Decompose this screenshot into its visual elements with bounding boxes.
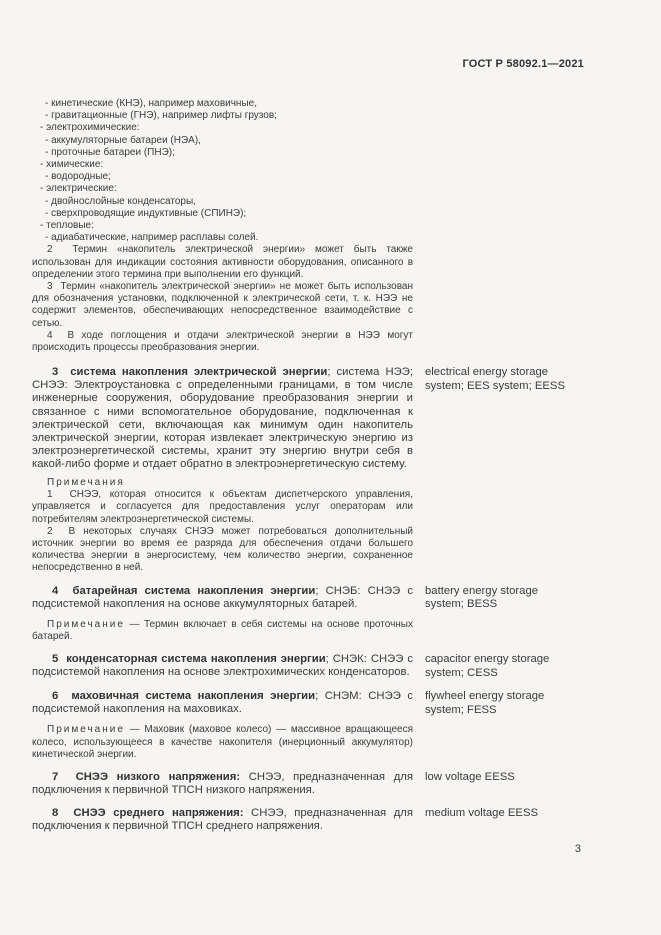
term-number: 7 [52,771,76,784]
list-item: - водородные; [45,171,111,183]
term-definition [32,653,413,679]
term-body: ; СНЭБ: СНЭЭ с подсистемой накопления на основе аккумуляторных батарей. [32,584,414,610]
term-entry [32,585,584,644]
intro-block [32,98,413,354]
term-english-equivalent: battery energy storage system; BESS [425,584,539,611]
term-number: 5 [52,653,67,666]
list-item: - адиабатические, например расплавы солей. [45,232,259,244]
term-title: система накопления электрической энергии [70,366,328,379]
term-body: ; СНЭК: СНЭЭ с подсистемой накопления на основе электрохимических конденсаторов. [32,653,413,679]
term-definition-column [32,653,413,679]
term-number: 4 [52,584,73,597]
term-english-equivalent: capacitor energy storage system; CESS [425,653,550,679]
intro-notes [32,244,413,354]
term-english-equivalent: flywheel energy storage system; FESS [425,690,545,716]
note-label-inline: Примечание [47,724,125,736]
list-item: - гравитационные (ГНЭ), например лифты грузов; [45,110,277,122]
term-title: батарейная система накопления энергии [72,584,316,597]
term-definition-column [32,366,413,574]
term-body: СНЭЭ, предназначенная для подключения к первичной ТПСН низкого напряжения. [32,771,414,797]
list-item: - электрохимические: [40,122,140,134]
document-code-header: ГОСТ Р 58092.1—2021 [462,58,584,70]
term-definition [32,690,413,716]
term-note: Примечание — Термин включает в себя системы на основе проточных батарей. [32,618,413,643]
note-label-inline: Примечание [47,618,125,630]
term-definition [32,585,413,611]
list-item: - электрические: [40,183,117,195]
term-number: 8 [52,807,74,820]
term-note: 1 СНЭЭ, которая относится к объектам диспетчерского управления, управляется и согласуется для предоставления услуг операторам или потребителям электроэнергетической системы. [32,489,413,525]
term-title: СНЭЭ среднего напряжения: [73,807,244,820]
term-note: 2 В некоторых случаях СНЭЭ может потребоваться дополнительный источник энергии во время ее разряда для обеспечения отдачи большего количества энергии в энергосистему, чем количество энергии, сохраненное непосредственно в ней. [32,525,413,574]
list-item: - аккумуляторные батареи (НЭА), [45,134,201,146]
term-title: маховичная система накопления энергии [71,690,316,703]
list-item: - кинетические (КНЭ), например маховичные, [45,98,257,109]
list-item: - тепловые: [40,220,94,232]
note-paragraph: 4 В ходе поглощения и отдачи электрической энергии в НЭЭ могут происходить процессы преобразования энергии. [32,329,413,354]
term-title: конденсаторная система накопления энергии [66,653,326,666]
term-notes-label: Примечания [47,477,125,489]
page-number: 3 [574,843,581,855]
term-body: ; система НЭЭ; СНЭЭ: Электроустановка с определенными границами, в том числе инженерные сооружения, оборудование преобразования энергии и связанное с ними вспомогательное оборудование, подключенная к электрической сети, включающая как минимум один накопитель электрической энергии, которая извлекает электрическую энергию из электроэнергетической системы, хранит эту энергию внутри себя в какой-либо форме и отдает обратно в электроэнергетическую систему. [32,366,413,470]
note-paragraph: 2 Термин «накопитель электрической энергии» может быть также использован для индикации состояния активности оборудования, описанного в определении этого термина при выполнении его функций. [32,244,413,280]
term-definition [32,771,413,797]
list-item: - двойнослойные конденсаторы, [45,195,196,207]
term-title: СНЭЭ низкого напряжения: [75,771,241,784]
term-entry [32,690,584,761]
term-definition-column [32,690,413,761]
list-item: - сверхпроводящие индуктивные (СПИНЭ); [45,207,247,219]
term-entry [32,366,584,574]
term-body: ; СНЭМ: СНЭЭ с подсистемой накопления на маховиках. [32,690,414,716]
note-paragraph: 3 Термин «накопитель электрической энергии» не может быть использован для обозначения установки, подключенной к электрической сети, т. к. НЭЭ не содержит элементов, обеспечивающих непосредственное взаимодействие с сетью. [32,281,413,329]
terms-list [32,366,584,833]
term-definition [32,807,413,833]
page-content [32,98,584,833]
term-note: Примечание — Маховик (маховое колесо) — массивное вращающееся колесо, использующееся в качестве накопителя (инерционный аккумулятор) кинетической энергии. [32,724,413,760]
term-entry [32,771,584,797]
term-english-equivalent: medium voltage EESS [425,807,539,820]
term-definition [32,366,413,471]
list-item: - химические: [40,159,104,171]
term-number: 3 [52,366,71,379]
list-item: - проточные батареи (ПНЭ); [45,146,175,158]
term-english-equivalent: electrical energy storage system; EES system; EESS [425,366,565,392]
term-definition-column [32,585,413,644]
term-definition-column [32,807,413,833]
term-definition-column [32,771,413,797]
term-entry [32,807,584,833]
term-body: СНЭЭ, предназначенная для подключения к первичной ТПСН среднего напряжения. [32,807,413,833]
term-entry [32,653,584,680]
classification-list [32,98,413,244]
term-number: 6 [52,690,72,703]
term-english-equivalent: low voltage EESS [425,771,515,784]
